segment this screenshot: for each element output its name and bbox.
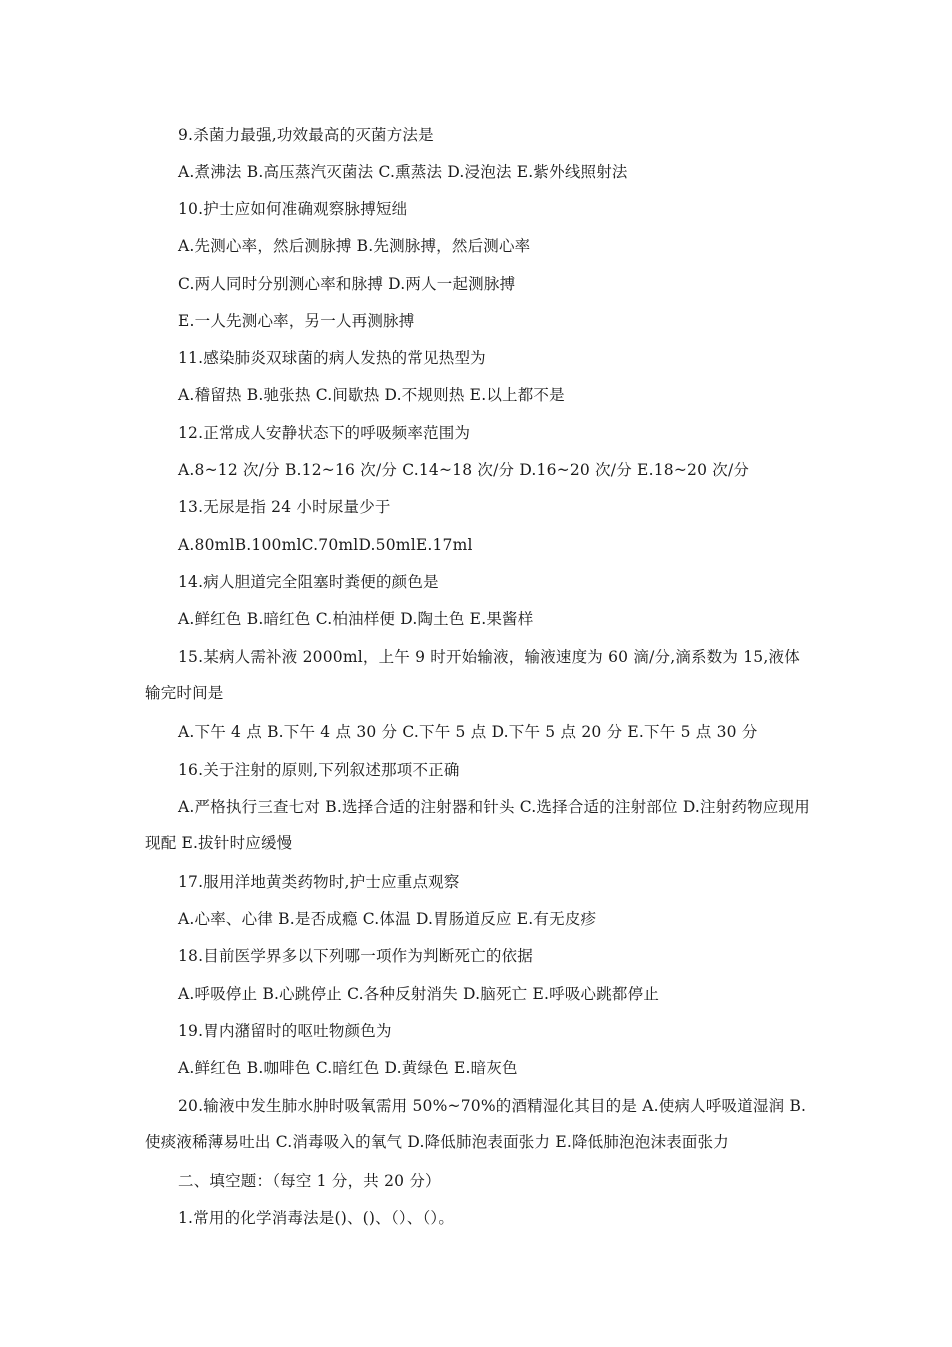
question-15-options: A.下午 4 点 B.下午 4 点 30 分 C.下午 5 点 D.下午 5 点 20 分 E.下午 5 点 30 分 bbox=[178, 723, 758, 741]
question-11-options: A.稽留热 B.驰张热 C.间歇热 D.不规则热 E.以上都不是 bbox=[178, 386, 565, 404]
question-16: 16.关于注射的原则,下列叙述那项不正确 bbox=[178, 761, 460, 779]
fill-in-question-1: 1.常用的化学消毒法是()、()、（）、（）。 bbox=[178, 1209, 455, 1227]
question-18: 18.目前医学界多以下列哪一项作为判断死亡的依据 bbox=[178, 947, 533, 965]
section-fill-in-heading: 二、填空题：（每空 1 分，共 20 分） bbox=[178, 1172, 441, 1190]
question-11: 11.感染肺炎双球菌的病人发热的常见热型为 bbox=[178, 349, 486, 367]
question-10: 10.护士应如何准确观察脉搏短绌 bbox=[178, 200, 408, 218]
question-14: 14.病人胆道完全阻塞时粪便的颜色是 bbox=[178, 573, 439, 591]
question-18-options: A.呼吸停止 B.心跳停止 C.各种反射消失 D.脑死亡 E.呼吸心跳都停止 bbox=[178, 985, 660, 1003]
question-13: 13.无尿是指 24 小时尿量少于 bbox=[178, 498, 391, 516]
question-10-option-e: E.一人先测心率，另一人再测脉搏 bbox=[178, 312, 415, 330]
question-16-options: A.严格执行三查七对 B.选择合适的注射器和针头 C.选择合适的注射部位 D.注射药物应现用现配 E.拔针时应缓慢 bbox=[145, 798, 810, 852]
question-20: 20.输液中发生肺水肿时吸氧需用 50%~70%的酒精湿化其目的是 A.使病人呼吸道湿润 B.使痰液稀薄易吐出 C.消毒吸入的氧气 D.降低肺泡表面张力 E.降低肺泡泡沫表面张力 bbox=[145, 1097, 807, 1151]
question-9-options: A.煮沸法 B.高压蒸汽灭菌法 C.熏蒸法 D.浸泡法 E.紫外线照射法 bbox=[178, 163, 628, 181]
question-14-options: A.鲜红色 B.暗红色 C.柏油样便 D.陶土色 E.果酱样 bbox=[178, 610, 534, 628]
question-12-options: A.8~12 次/分 B.12~16 次/分 C.14~18 次/分 D.16~20 次/分 E.18~20 次/分 bbox=[178, 461, 750, 479]
question-13-options: A.80mlB.100mlC.70mlD.50mlE.17ml bbox=[178, 536, 473, 554]
question-19: 19.胃内潴留时的呕吐物颜色为 bbox=[178, 1022, 392, 1040]
question-17-options: A.心率、心律 B.是否成瘾 C.体温 D.胃肠道反应 E.有无皮疹 bbox=[178, 910, 597, 928]
question-10-options-ab: A.先测心率，然后测脉搏 B.先测脉搏，然后测心率 bbox=[178, 237, 531, 255]
question-12: 12.正常成人安静状态下的呼吸频率范围为 bbox=[178, 424, 471, 442]
question-10-options-cd: C.两人同时分别测心率和脉搏 D.两人一起测脉搏 bbox=[178, 275, 516, 293]
question-9: 9.杀菌力最强,功效最高的灭菌方法是 bbox=[178, 126, 434, 144]
question-19-options: A.鲜红色 B.咖啡色 C.暗红色 D.黄绿色 E.暗灰色 bbox=[178, 1059, 518, 1077]
question-17: 17.服用洋地黄类药物时,护士应重点观察 bbox=[178, 873, 460, 891]
question-15: 15.某病人需补液 2000ml，上午 9 时开始输液，输液速度为 60 滴/分,滴系数为 15,液体输完时间是 bbox=[145, 648, 800, 702]
